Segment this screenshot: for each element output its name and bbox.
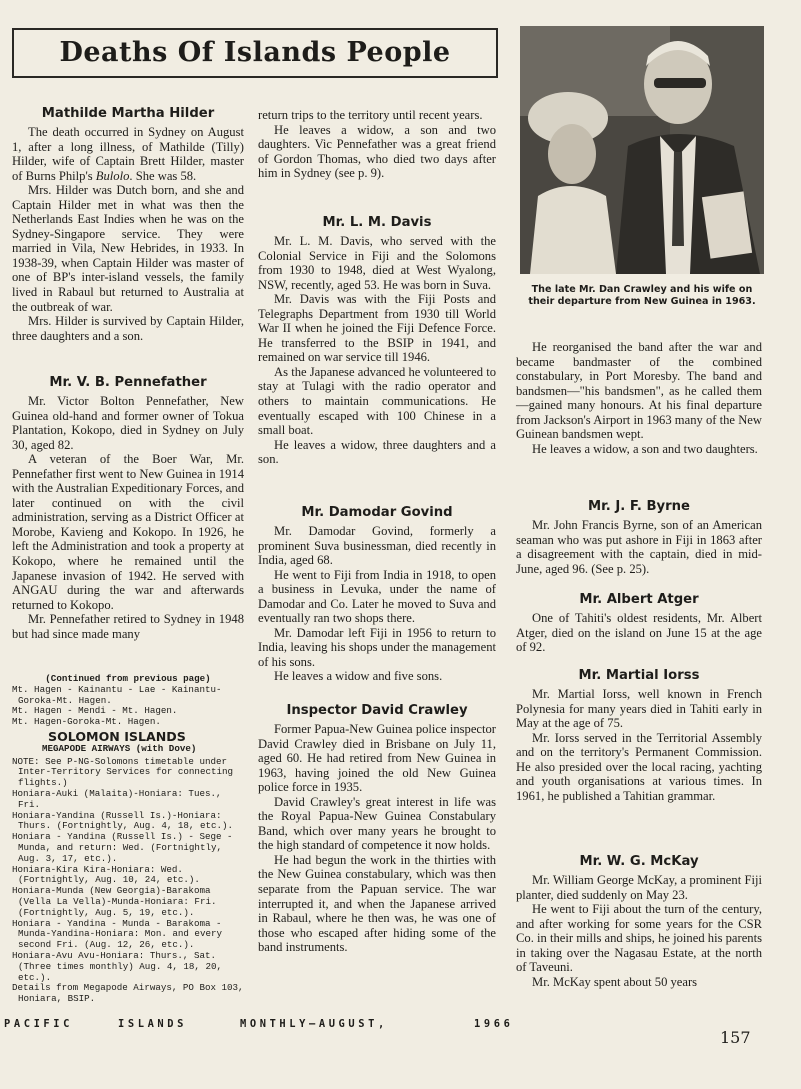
article-heading: Mr. Damodar Govind (301, 505, 453, 520)
article-paragraph: The death occurred in Sydney on August 1, after a long illness, of Mathilde (Tilly) Hilder, wife of Captain Brett Hilder, master of Burns Philp's Bulolo. She was 58. (12, 125, 244, 183)
article-paragraph: He went to Fiji from India in 1918, to open a business in Levuka, under the name of Damodar and Co. Later he moved to Suva and eventually ran two shops there. (258, 567, 496, 626)
article-paragraph: Mr. Martial Iorss, well known in French Polynesia for many years died in Tahiti early in May at the age of 75. (516, 687, 762, 731)
article-paragraph: As the Japanese advanced he volunteered to stay at Tulagi with the radio operator and others to maintain communications. He eventually escaped with 100 Chinese in a small boat. (258, 364, 496, 438)
article-heading: Mr. W. G. McKay (579, 854, 699, 869)
article-paragraph: Mrs. Hilder is survived by Captain Hilder, three daughters and a son. (12, 314, 244, 343)
ad-line: Honiara-Yandina (Russell Is.)-Honiara: Thurs. (Fortnightly, Aug. 4, 18, etc.). (12, 809, 234, 832)
article-paragraph: He went to Fiji about the turn of the century, and after working for some years for the CSR Co. in their mills and ships, he joined his parents in taking over the Nagasau Estate, at the north of Taveuni. (516, 902, 762, 975)
ad-line: Honiara-Kira Kira-Honiara: Wed. (Fortnightly, Aug. 10, 24, etc.). (12, 863, 200, 886)
page-number: 157 (720, 1028, 751, 1047)
article-heading: Mr. L. M. Davis (322, 215, 432, 230)
article-iorss (516, 667, 762, 803)
crawley-photo (520, 26, 764, 274)
article-paragraph: Mr. John Francis Byrne, son of an American seaman who was put ashore in Fiji in 1863 after a disagreement with the captain, died in mid-June, aged 96. (See p. 25). (516, 518, 762, 576)
article-paragraph: Mr. Iorss served in the Territorial Assembly and on the territory's Permanent Commission. He also presided over the local racing, yachting and youth organisations at various times. In 1961, he published a Tahitian grammar. (516, 730, 762, 803)
photo-illustration (520, 26, 764, 274)
article-paragraph: Mrs. Hilder was Dutch born, and she and Captain Hilder met in what was then the Netherlands East Indies when he was on the Sydney-Singapore service. They were married in Vila, New Hebrides, in 1933. In 1938-39, when Captain Hilder was master of one of BP's inter-island vessels, the family lived in Rabaul but returned to Australia at the outbreak of war. (12, 183, 244, 314)
article-paragraph: He leaves a widow, three daughters and a son. (258, 437, 496, 467)
article-hilder (12, 105, 244, 343)
article-atger (516, 591, 762, 655)
article-paragraph: Mr. L. M. Davis, who served with the Colonial Service in Fiji and the Solomons from 1930 to 1948, died at West Wyalong, NSW, recently, aged 53. He was born in Suva. (258, 234, 496, 292)
article-paragraph: He reorganised the band after the war and became bandmaster of the combined constabulary, in Port Moresby. The band and bandsmen—"his bandsmen", as he called them—gained many honours. At his final departure from Jackson's Airport in 1963 many of the New Guinean bandsmen wept. (516, 340, 762, 442)
article-paragraph: return trips to the territory until recent years. (258, 108, 483, 122)
ad-region: SOLOMON ISLANDS (48, 728, 186, 744)
article-paragraph: Mr. Damodar left Fiji in 1956 to return to India, leaving his shops under the management of his sons. (258, 625, 496, 669)
ad-line: Honiara - Yandina (Russell Is.) - Sege - Munda, and return: Wed. (Fortnightly, Aug. 3, 17, etc.). (12, 831, 233, 864)
article-heading: Mr. V. B. Pennefather (49, 375, 207, 390)
article-paragraph: One of Tahiti's oldest residents, Mr. Albert Atger, died on the island on June 15 at the age of 92. (516, 611, 762, 655)
article-davis (258, 214, 496, 467)
ad-line: Honiara-Auki (Malaita)-Honiara: Tues., Fri. (12, 787, 222, 810)
article-heading: Inspector David Crawley (286, 703, 468, 718)
article-paragraph: Mr. Pennefather retired to Sydney in 1948 but had since made many (12, 612, 244, 641)
article-paragraph: He leaves a widow and five sons. (274, 669, 443, 684)
article-paragraph: Mr. Victor Bolton Pennefather, New Guinea old-hand and former owner of Tokua Plantation, Kokopo, died in Sydney on July 30, aged 82. (12, 394, 244, 452)
page-footer (4, 1018, 524, 1036)
article-crawley-continued (516, 340, 762, 456)
article-paragraph: He had begun the work in the thirties with the New Guinea constabulary, which was then separate from the Papuan service. The war interrupted it, and when the Japanese arrived in Rabaul, where he then was, he was one of those who escaped after hiding some of the band instruments. (258, 852, 496, 955)
page-title: Deaths Of Islands People (59, 37, 451, 68)
article-paragraph: David Crawley's great interest in life was the Royal Papua-New Guinea Constabulary Band, which over many years he brought to the high standard of competence it now holds. (258, 794, 496, 853)
article-paragraph: Mr. Damodar Govind, formerly a prominent Suva businessman, died recently in India, aged 68. (258, 524, 496, 568)
timetable-ad (12, 674, 244, 1005)
ad-line: Details from Megapode Airways, PO Box 103, Honiara, BSIP. (12, 982, 244, 1005)
footer-magazine-word: PACIFIC (4, 1018, 73, 1030)
article-paragraph: Mr. Davis was with the Fiji Posts and Telegraphs Department from 1930 till World War II when he joined the Fiji Defence Force. He transferred to the BSIP in 1941, and remained on war service till 1946. (258, 292, 496, 365)
ad-line: NOTE: See P-NG-Solomons timetable under Inter-Territory Services for connecting flights.) (12, 755, 234, 789)
ad-continued-note: (Continued from previous page) (45, 673, 211, 684)
ad-line: Honiara-Avu Avu-Honiara: Thurs., Sat. (Three times monthly) Aug. 4, 18, 20, etc.). (12, 949, 222, 983)
article-heading: Mr. Albert Atger (579, 592, 699, 607)
footer-magazine-word: ISLANDS (118, 1018, 187, 1030)
article-david-crawley (258, 702, 496, 955)
footer-year: 1966 (474, 1018, 514, 1030)
article-paragraph: Former Papua-New Guinea police inspector David Crawley died in Brisbane on July 11, aged 60. He had retired from New Guinea in 1963, having joined the old New Guinea police force in 1935. (258, 722, 496, 795)
article-pennefather (12, 374, 244, 641)
photo-caption: The late Mr. Dan Crawley and his wife on their departure from New Guinea in 1963. (528, 284, 756, 308)
ad-line: Mt. Hagen - Kainantu - Lae - Kainantu-Goroka-Mt. Hagen. (12, 683, 222, 706)
article-govind (258, 504, 496, 684)
ad-line: Honiara - Yandina - Munda - Barakoma - Munda-Yandina-Honiara: Mon. and every second Fri. (Aug. 12, 26, etc.). (12, 917, 222, 951)
article-heading: Mr. J. F. Byrne (587, 499, 690, 514)
article-byrne (516, 498, 762, 576)
footer-issue: MONTHLY—AUGUST, (240, 1018, 388, 1030)
article-paragraph: A veteran of the Boer War, Mr. Pennefather first went to New Guinea in 1914 with the Australian Expeditionary Forces, and later continued on with the civil administration, serving as a District Officer at Morobe, Kavieng and Kokopo. In 1926, he left the Administration and took a property at Kokopo, where he remained until the Japanese invasion of 1942. He served with ANGAU during the war and afterwards returned to Kokopo. (12, 452, 244, 612)
article-paragraph: Mr. William George McKay, a prominent Fiji planter, died suddenly on May 23. (516, 873, 762, 902)
ad-airline: MEGAPODE AIRWAYS (with Dove) (42, 742, 197, 754)
article-paragraph: Mr. McKay spent about 50 years (532, 974, 698, 989)
ad-line: Mt. Hagen - Mendi - Mt. Hagen. (12, 705, 178, 717)
article-mckay (516, 853, 762, 989)
article-heading: Mr. Martial Iorss (578, 668, 700, 683)
article-paragraph: He leaves a widow, a son and two daughters. (532, 441, 758, 456)
ad-line: Honiara-Munda (New Georgia)-Barakoma (Vella La Vella)-Munda-Honiara: Fri. (Fortnightly, Aug. 5, 19, etc.). (12, 885, 217, 918)
article-heading: Mathilde Martha Hilder (41, 106, 215, 121)
article-pennefather-continued (258, 108, 496, 181)
ad-line: Mt. Hagen-Goroka-Mt. Hagen. (12, 716, 161, 728)
article-paragraph: He leaves a widow, a son and two daughters. Vic Pennefather was a great friend of Gordon Thomas, who died two days after him in Sydney (see p. 9). (258, 122, 496, 181)
title-box (12, 28, 498, 78)
